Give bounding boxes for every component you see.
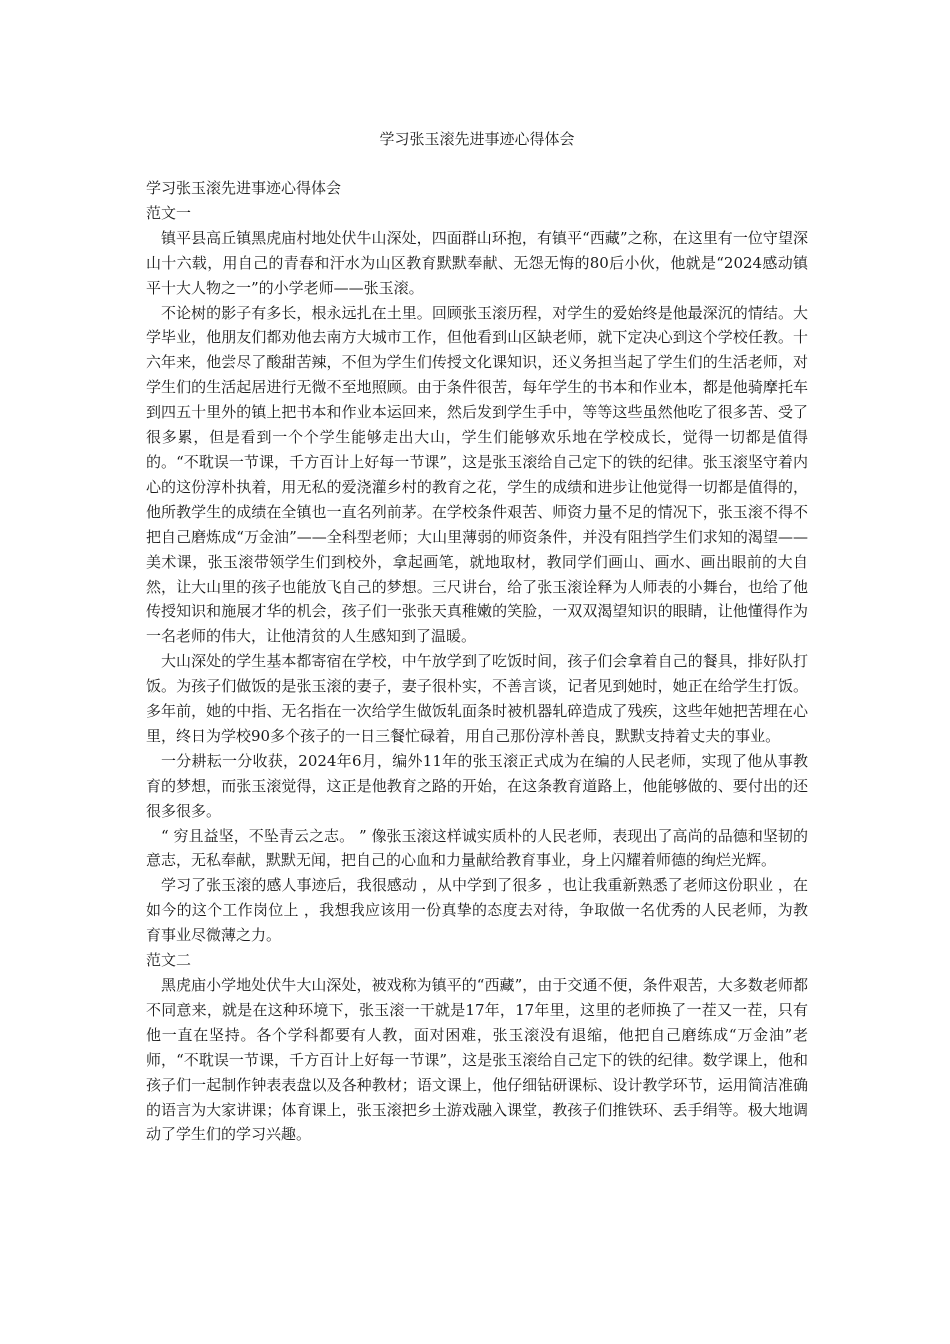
sample-one-paragraph: “ 穷且益坚，不坠青云之志。 ” 像张玉滚这样诚实质朴的人民老师，表现出了高尚的品德和坚韧的意志，无私奉献，默默无闻，把自己的心血和力量献给教育事业，身上闪耀着师德的绚烂光辉。 [146,826,808,870]
sample-one-paragraph: 一分耕耘一分收获，2024年6月，编外11年的张玉滚正式成为在编的人民老师，实现了他从事教育的梦想，而张玉滚觉得，这正是他教育之路的开始，在这条教育道路上，他能够做的、要付出的还很多很多。 [146,751,808,820]
sample-one-heading: 范文一 [146,203,192,222]
sample-one-paragraph: 大山深处的学生基本都寄宿在学校，中午放学到了吃饭时间，孩子们会拿着自己的餐具，排好队打饭。为孩子们做饭的是张玉滚的妻子，妻子很朴实，不善言谈，记者见到她时，她正在给学生打饭。多年前，她的中指、无名指在一次给学生做饭轧面条时被机器轧碎造成了残疾，这些年她把苦埋在心里，终日为学校90多个孩子的一日三餐忙碌着，用自己那份淳朴善良，默默支持着丈夫的事业。 [146,652,808,745]
sample-one-paragraph: 不论树的影子有多长，根永远扎在土里。回顾张玉滚历程，对学生的爱始终是他最深沉的情结。大学毕业，他朋友们都劝他去南方大城市工作，但他看到山区缺老师，就下定决心到这个学校任教。十六年来，他尝尽了酸甜苦辣，不但为学生们传授文化课知识，还义务担当起了学生们的生活老师，对学生们的生活起居进行无微不至地照顾。由于条件很苦，每年学生的书本和作业本，都是他骑摩托车到四五十里外的镇上把书本和作业本运回来，然后发到学生手中，等等这些虽然他吃了很多苦、受了很多累，但是看到一个个学生能够走出大山，学生们能够欢乐地在学校成长，觉得一切都是值得的。“不耽误一节课，千方百计上好每一节课”，这是张玉滚给自己定下的铁的纪律。张玉滚坚守着内心的这份淳朴执着，用无私的爱浇灌乡村的教育之花，学生的成绩和进步让他觉得一切都是值得的，他所教学生的成绩在全镇也一直名列前茅。在学校条件艰苦、师资力量不足的情况下，张玉滚不得不把自己磨炼成“万金油”——全科型老师；大山里薄弱的师资条件，并没有阻挡学生们求知的渴望——美术课，张玉滚带领学生们到校外，拿起画笔，就地取材，教同学们画山、画水、画出眼前的大自然，让大山里的孩子也能放飞自己的梦想。三尺讲台，给了张玉滚诠释为人师表的小舞台，也给了他传授知识和施展才华的机会，孩子们一张张天真稚嫩的笑脸，一双双渴望知识的眼睛，让他懂得作为一名老师的伟大，让他清贫的人生感知到了温暖。 [146,303,808,646]
sample-two-paragraph: 黑虎庙小学地处伏牛大山深处，被戏称为镇平的“西藏”，由于交通不便，条件艰苦，大多数老师都不同意来，就是在这种环境下，张玉滚一干就是17年，17年里，这里的老师换了一茬又一茬，只有他一直在坚持。各个学科都要有人教，面对困难，张玉滚没有退缩，他把自己磨练成“万金油”老师，“不耽误一节课，千方百计上好每一节课”，这是张玉滚给自己定下的铁的纪律。数学课上，他和孩子们一起制作钟表表盘以及各种教材；语文课上，他仔细钻研课标、设计教学环节，运用简洁准确的语言为大家讲课；体育课上，张玉滚把乡土游戏融入课堂，教孩子们推铁环、丢手绢等。极大地调动了学生们的学习兴趣。 [146,976,808,1144]
document-title: 学习张玉滚先进事迹心得体会 [379,130,575,148]
sample-one-paragraph: 学习了张玉滚的感人事迹后，我很感动 ，从中学到了很多 ，也让我重新熟悉了老师这份职业 ，在如今的这个工作岗位上 ，我想我应该用一份真挚的态度去对待，争取做一名优秀的人民老师，为教育事业尽微薄之力。 [146,876,808,945]
document-body [146,176,808,1147]
document-subtitle: 学习张玉滚先进事迹心得体会 [146,179,342,197]
sample-two-heading: 范文二 [146,951,192,970]
sample-one-paragraph: 镇平县高丘镇黑虎庙村地处伏牛山深处，四面群山环抱，有镇平“西藏”之称，在这里有一位守望深山十六载，用自己的青春和汗水为山区教育默默奉献、无怨无悔的80后小伙，他就是“2024感动镇平十大人物之一”的小学老师——张玉滚。 [146,228,808,297]
